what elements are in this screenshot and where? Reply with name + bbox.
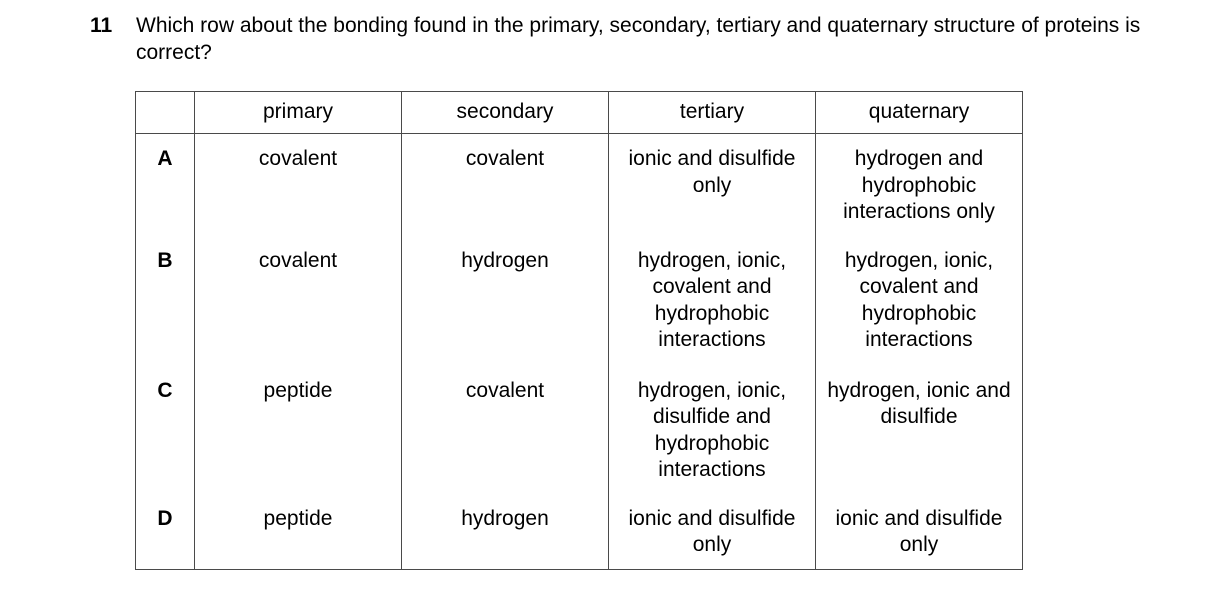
table-row-a: [136, 134, 1023, 236]
header-quaternary: quaternary: [816, 92, 1023, 134]
cell-primary: peptide: [195, 366, 402, 494]
cell-tertiary: hydrogen, ionic, disulfide and hydrophobic interactions: [609, 366, 816, 494]
cell-secondary: hydrogen: [402, 236, 609, 366]
cell-tertiary: hydrogen, ionic, covalent and hydrophobic interactions: [609, 236, 816, 366]
question-number: 11: [90, 14, 113, 37]
header-tertiary: tertiary: [609, 92, 816, 134]
cell-quaternary: hydrogen and hydrophobic interactions only: [816, 134, 1023, 236]
cell-quaternary: hydrogen, ionic, covalent and hydrophobic interactions: [816, 236, 1023, 366]
cell-quaternary: ionic and disulfide only: [816, 494, 1023, 570]
header-secondary: secondary: [402, 92, 609, 134]
header-primary: primary: [195, 92, 402, 134]
cell-secondary: covalent: [402, 366, 609, 494]
table-header-row: [136, 92, 1023, 134]
header-letter: [136, 92, 195, 134]
question-text: Which row about the bonding found in the primary, secondary, tertiary and quaternary structure of proteins is correct?: [136, 14, 1141, 64]
table-row-c: [136, 366, 1023, 494]
row-letter: C: [136, 366, 195, 494]
cell-tertiary: ionic and disulfide only: [609, 134, 816, 236]
table-row-d: [136, 494, 1023, 570]
row-letter: D: [136, 494, 195, 570]
row-letter: B: [136, 236, 195, 366]
cell-primary: peptide: [195, 494, 402, 570]
cell-primary: covalent: [195, 134, 402, 236]
cell-tertiary: ionic and disulfide only: [609, 494, 816, 570]
cell-secondary: hydrogen: [402, 494, 609, 570]
answer-table: [135, 91, 1023, 570]
cell-quaternary: hydrogen, ionic and disulfide: [816, 366, 1023, 494]
row-letter: A: [136, 134, 195, 236]
cell-secondary: covalent: [402, 134, 609, 236]
table-row-b: [136, 236, 1023, 366]
cell-primary: covalent: [195, 236, 402, 366]
